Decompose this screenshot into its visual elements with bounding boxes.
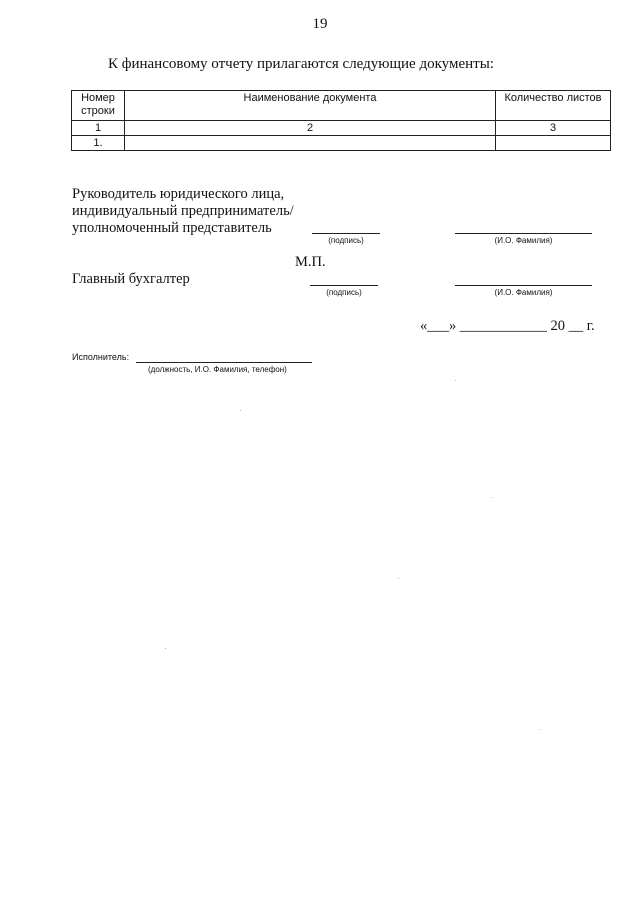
page-number: 19 xyxy=(312,16,328,32)
scan-speck xyxy=(455,380,456,381)
accountant-title: Главный бухгалтер xyxy=(72,271,190,287)
date-line[interactable]: «___» ____________ 20 __ г. xyxy=(420,318,595,334)
column-number-cell: 2 xyxy=(125,121,496,136)
table-header-row xyxy=(72,91,611,121)
attachments-heading: К финансовому отчету прилагаются следующие документы: xyxy=(108,56,494,72)
document-name-cell[interactable] xyxy=(125,136,496,151)
header-sheet-count: Количество листов xyxy=(496,91,611,121)
scan-speck xyxy=(165,648,166,649)
accountant-name-line[interactable] xyxy=(455,285,592,286)
head-signature-line[interactable] xyxy=(312,233,380,234)
head-title xyxy=(72,186,294,237)
head-name-line[interactable] xyxy=(455,233,592,234)
row-number-cell: 1. xyxy=(72,136,125,151)
executor-line[interactable] xyxy=(136,362,312,363)
stamp-placeholder: М.П. xyxy=(295,254,326,270)
column-number-cell: 1 xyxy=(72,121,125,136)
table-row xyxy=(72,136,611,151)
column-number-row xyxy=(72,121,611,136)
attachments-table xyxy=(71,90,611,151)
head-name-caption: (И.О. Фамилия) xyxy=(494,236,553,245)
accountant-name-caption: (И.О. Фамилия) xyxy=(494,288,553,297)
accountant-signature-line[interactable] xyxy=(310,285,378,286)
head-signature-caption: (подпись) xyxy=(328,236,364,245)
accountant-signature-caption: (подпись) xyxy=(326,288,362,297)
scan-speck xyxy=(240,410,241,411)
scan-speck xyxy=(398,578,399,579)
header-document-name: Наименование документа xyxy=(125,91,496,121)
head-title-line: уполномоченный представитель xyxy=(72,220,272,236)
head-title-line: индивидуальный предприниматель/ xyxy=(72,203,294,219)
sheet-count-cell[interactable] xyxy=(496,136,611,151)
header-row-number: Номер строки xyxy=(72,91,125,121)
column-number-cell: 3 xyxy=(496,121,611,136)
executor-caption: (должность, И.О. Фамилия, телефон) xyxy=(148,365,287,374)
executor-label: Исполнитель: xyxy=(72,352,130,362)
scan-speck xyxy=(540,729,541,730)
scan-speck xyxy=(491,497,492,498)
head-title-line: Руководитель юридического лица, xyxy=(72,186,285,202)
